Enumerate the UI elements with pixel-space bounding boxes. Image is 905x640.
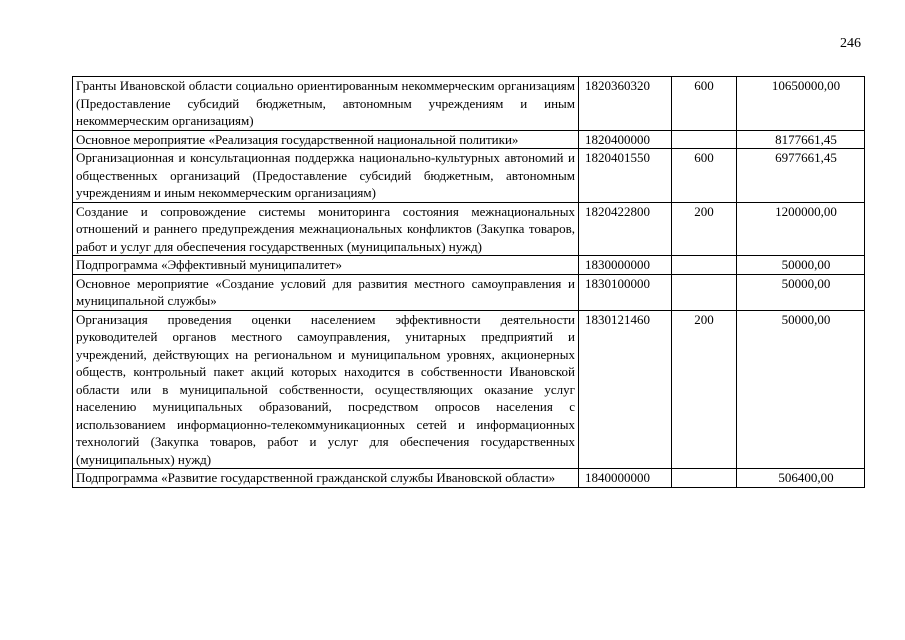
row-expense-type (672, 469, 737, 488)
row-expense-type (672, 130, 737, 149)
table-row (73, 149, 865, 203)
row-target-code: 1820360320 (579, 77, 672, 131)
row-target-code: 1820401550 (579, 149, 672, 203)
table-row (73, 469, 865, 488)
table-row (73, 256, 865, 275)
row-expense-type (672, 256, 737, 275)
row-name: Подпрограмма «Эффективный муниципалитет» (73, 256, 579, 275)
row-amount: 50000,00 (737, 274, 865, 310)
row-expense-type: 600 (672, 77, 737, 131)
row-target-code: 1830100000 (579, 274, 672, 310)
row-target-code: 1820400000 (579, 130, 672, 149)
row-target-code: 1830000000 (579, 256, 672, 275)
table-row (73, 310, 865, 469)
row-name: Организация проведения оценки населением эффективности деятельности руководителей органов местного самоуправления, унитарных предприятий и учреждений, действующих на региональном и муниципальном уровнях, акционерных обществ, контрольный пакет акций которых находится в собственности Ивановской области или в муниципальной собственности, осуществляющих оказание услуг населению муниципальных образований, посредством опросов населения с использованием информационно-телекоммуникационных сетей и информационных технологий (Закупка товаров, работ и услуг для обеспечения государственных (муниципальных) нужд) (73, 310, 579, 469)
row-target-code: 1820422800 (579, 202, 672, 256)
row-expense-type (672, 274, 737, 310)
table-row (73, 274, 865, 310)
row-expense-type: 200 (672, 202, 737, 256)
budget-table (72, 76, 865, 488)
row-amount: 10650000,00 (737, 77, 865, 131)
row-name: Основное мероприятие «Реализация государственной национальной политики» (73, 130, 579, 149)
row-amount: 1200000,00 (737, 202, 865, 256)
row-name: Организационная и консультационная поддержка национально-культурных автономий и общественных организаций (Предоставление субсидий бюджетным, автономным учреждениям и иным некоммерческим организациям) (73, 149, 579, 203)
row-name: Гранты Ивановской области социально ориентированным некоммерческим организациям (Предоставление субсидий бюджетным, автономным учреждениям и иным некоммерческим организациям) (73, 77, 579, 131)
table-row (73, 77, 865, 131)
page-number: 246 (840, 36, 861, 51)
row-expense-type: 600 (672, 149, 737, 203)
row-name: Создание и сопровождение системы мониторинга состояния межнациональных отношений и раннего предупреждения межнациональных конфликтов (Закупка товаров, работ и услуг для обеспечения государственных (муниципальных) нужд) (73, 202, 579, 256)
row-expense-type: 200 (672, 310, 737, 469)
row-amount: 50000,00 (737, 310, 865, 469)
table-row (73, 202, 865, 256)
row-amount: 506400,00 (737, 469, 865, 488)
row-name: Основное мероприятие «Создание условий для развития местного самоуправления и муниципальной службы» (73, 274, 579, 310)
row-amount: 8177661,45 (737, 130, 865, 149)
row-name: Подпрограмма «Развитие государственной гражданской службы Ивановской области» (73, 469, 579, 488)
row-amount: 6977661,45 (737, 149, 865, 203)
row-target-code: 1840000000 (579, 469, 672, 488)
row-target-code: 1830121460 (579, 310, 672, 469)
table-row (73, 130, 865, 149)
row-amount: 50000,00 (737, 256, 865, 275)
